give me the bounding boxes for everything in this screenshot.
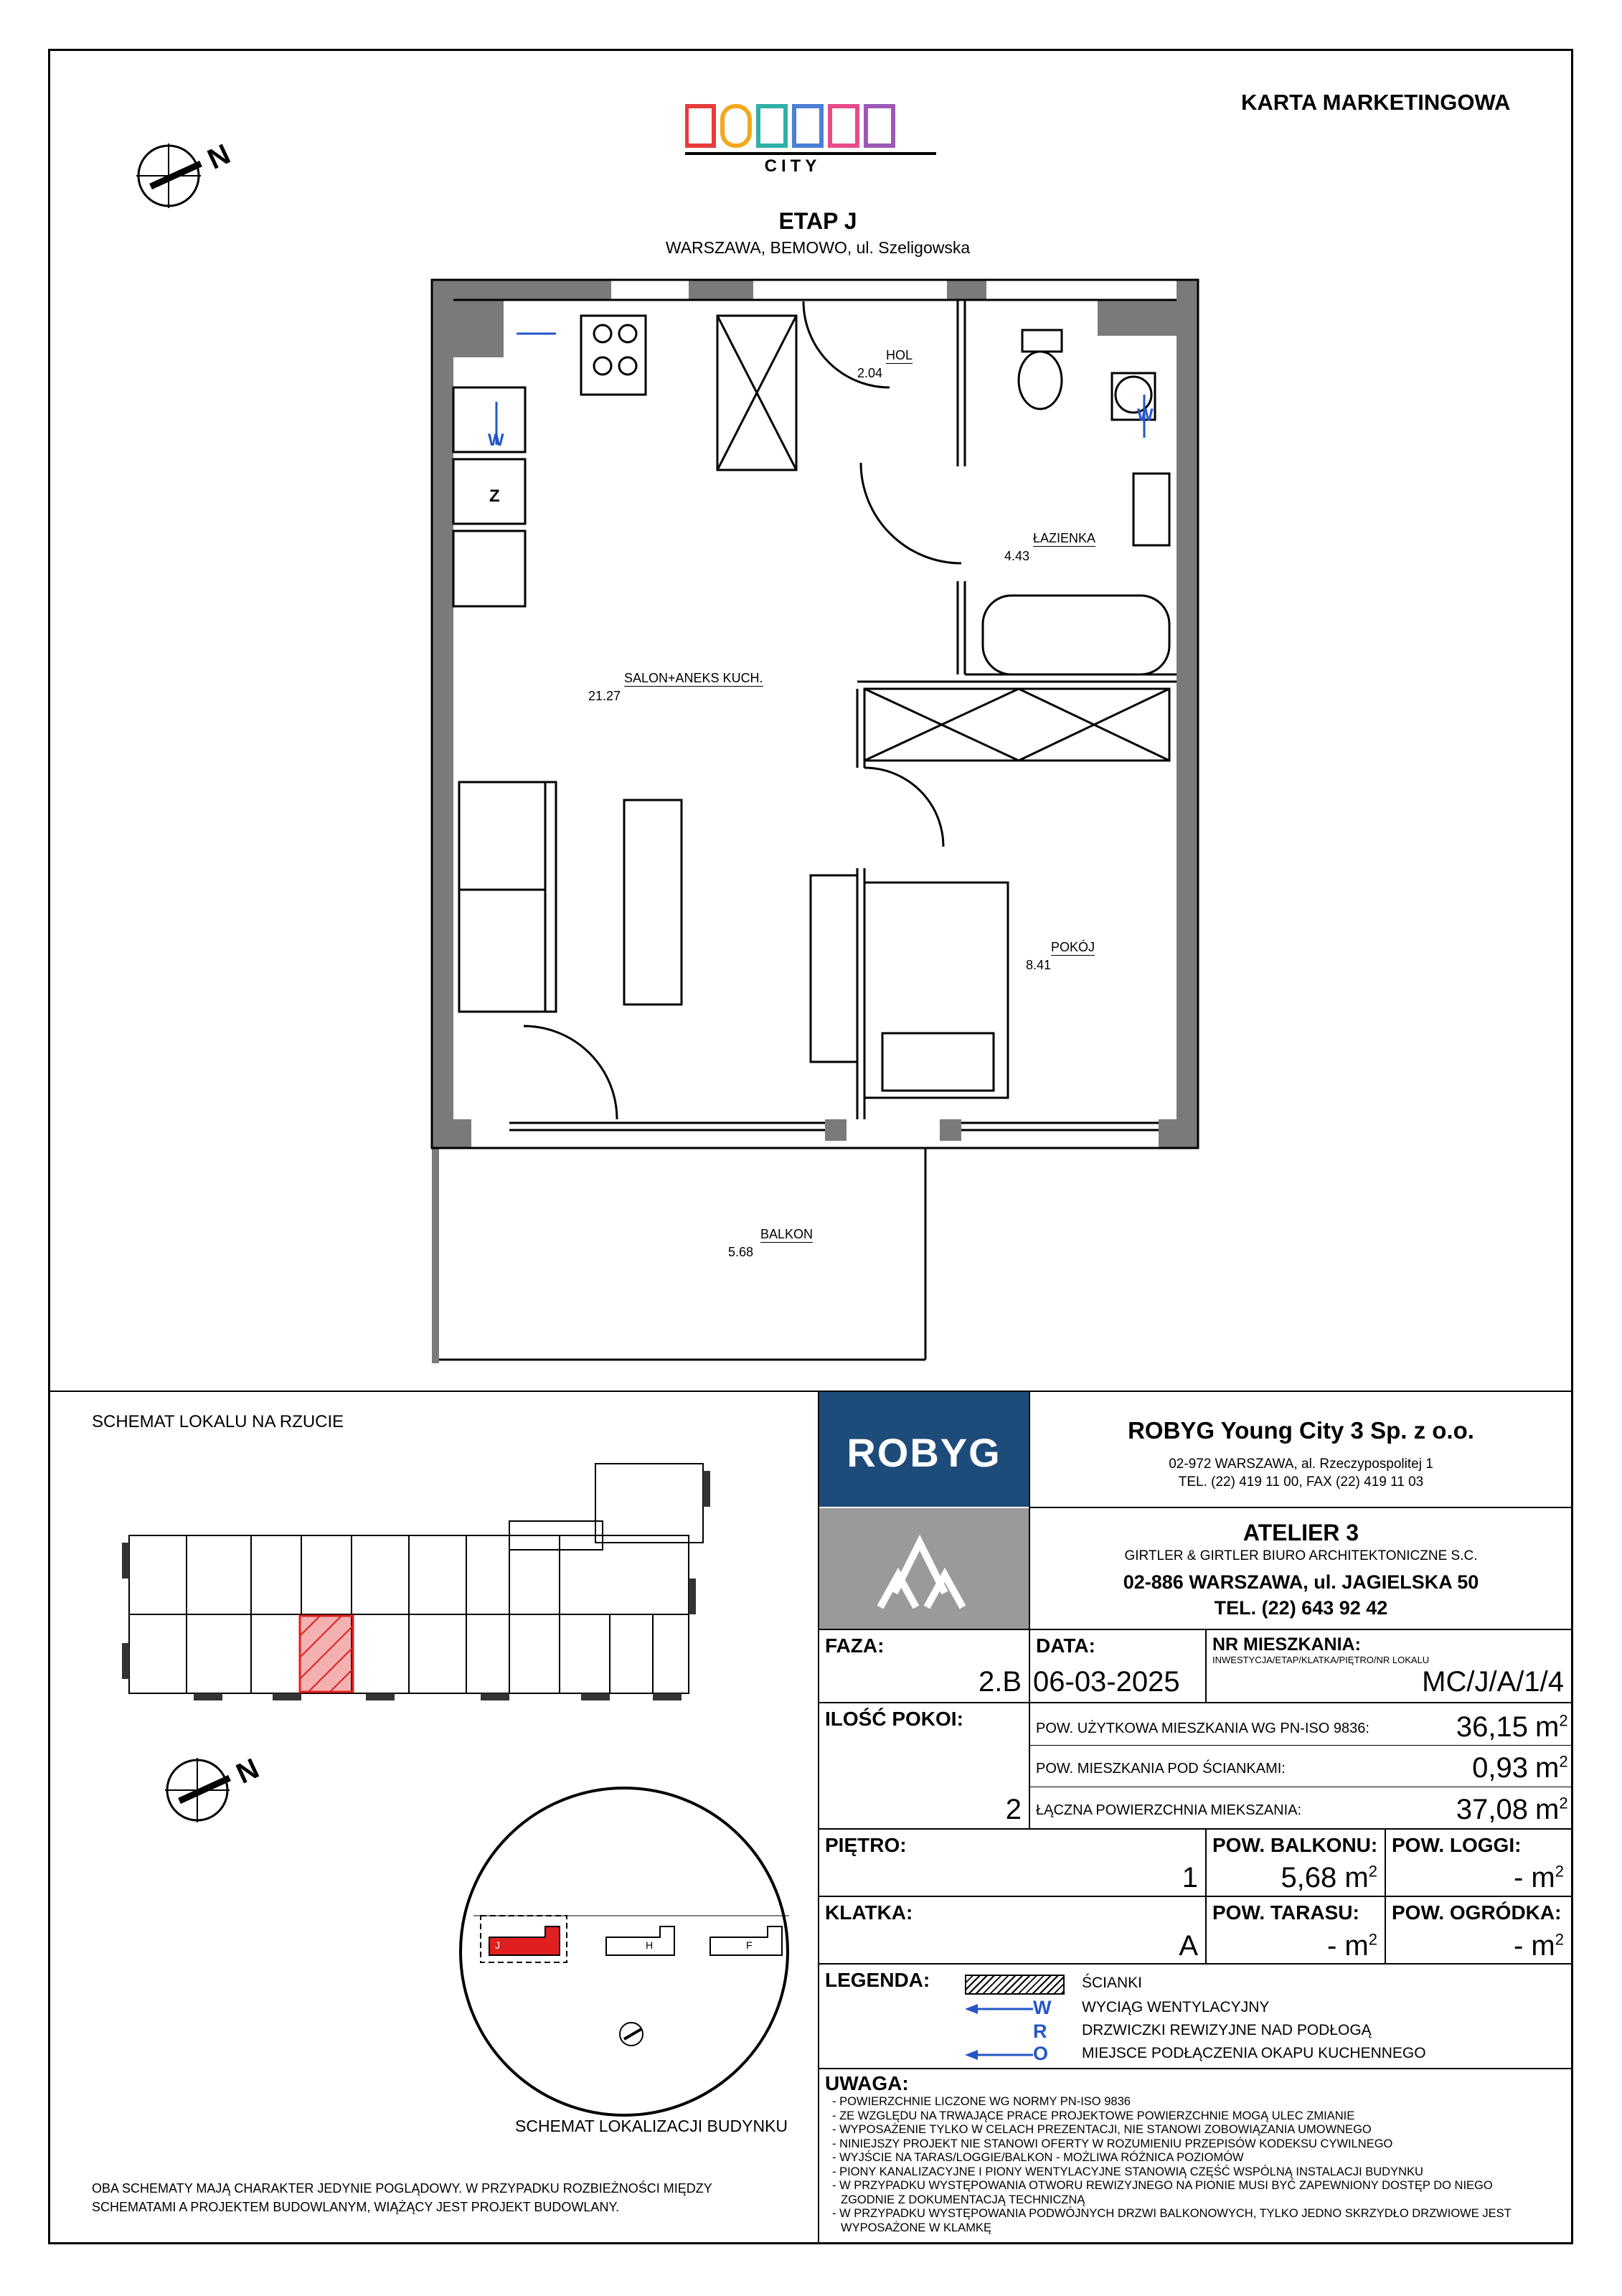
legend-w-mark: W (1033, 1997, 1052, 2018)
architect-firm: GIRTLER & GIRTLER BIURO ARCHITEKTONICZNE S.C. (1124, 1548, 1478, 1563)
legend-r-mark: R (1033, 2020, 1047, 2042)
note-item: - POWIERZCHNIE LICZONE WG NORMY PN-ISO 9836 (832, 2095, 1131, 2108)
legend-walls-text: ŚCIANKI (1082, 1975, 1143, 1991)
note-item: - W PRZYPADKU WYSTĘPOWANIA PODWÓJNYCH DRZWI BALKONOWYCH, TYLKO JEDNO SKRZYDŁO DRZWIOWE JEST (832, 2207, 1512, 2220)
area-usable-value (1399, 1711, 1528, 1744)
area-total-unit: $m^2$ (1535, 1794, 1568, 1825)
faza-label: FAZA: (825, 1634, 885, 1657)
note-item: - PIONY KANALIZACYJNE I PIONY WENTYLACYJNE STANOWIĄ CZĘŚĆ WSPÓLNĄ INSTALACJI BUDYNKU (832, 2165, 1423, 2178)
floor-value: 1 (1182, 1862, 1198, 1893)
location-schema-drawing (459, 1779, 803, 2124)
area-total-number: 37,08 (1456, 1794, 1528, 1825)
floor-schema-drawing (108, 1449, 753, 1715)
legend-hatch-icon (965, 1975, 1065, 1995)
svg-text:N: N (202, 138, 235, 176)
room-area-salon: 21.27 (588, 689, 621, 703)
logo-wordmark (685, 108, 900, 149)
document-title: KARTA MARKETINGOWA (1241, 90, 1511, 115)
room-area-hol: 2.04 (857, 366, 883, 380)
grid-inner-area-1 (1029, 1745, 1573, 1746)
building-label-f: F (746, 1939, 753, 1951)
area-total-label: ŁĄCZNA POWIERZCHNIA MIEKSZANIA: (1036, 1802, 1302, 1818)
modern-city-logo (685, 100, 943, 179)
floor-label: PIĘTRO: (825, 1834, 907, 1856)
room-area-lazienka: 4.43 (1004, 549, 1030, 563)
building-label-j: J (495, 1939, 500, 1951)
note-item: WYPOSAŻONE W KLAMKĘ (841, 2221, 991, 2234)
garden-label: POW. OGRÓDKA: (1392, 1901, 1562, 1924)
area-under-walls-value (1399, 1752, 1528, 1784)
area-under-walls-number: 0,93 (1472, 1752, 1528, 1784)
data-label: DATA: (1036, 1634, 1095, 1657)
divider-logos (819, 1507, 1029, 1508)
faza-value: 2.B (978, 1666, 1022, 1698)
robyg-logo (819, 1392, 1029, 1507)
disclaimer-line-2: SCHEMATAMI A PROJEKTEM BUDOWLANYM, WIĄŻĄCY JEST PROJEKT BUDOWLANY. (92, 2200, 620, 2214)
nr-sublabel: INWESTYCJA/ETAP/KLATKA/PIĘTRO/NR LOKALU (1212, 1655, 1430, 1665)
room-name-pokoj: POKÓJ (1051, 940, 1095, 954)
architect-address: 02-886 WARSZAWA, ul. JAGIELSKA 50 (1123, 1571, 1479, 1593)
grid-row-3 (818, 1828, 1573, 1830)
grid-row-2 (818, 1702, 1573, 1703)
klatka-label: KLATKA: (825, 1901, 913, 1924)
project-address: WARSZAWA, BEMOWO, ul. Szeligowska (665, 238, 971, 257)
grid-row-6 (818, 2068, 1573, 2069)
unit-text: m (1344, 1862, 1369, 1893)
note-item: - WYPOSAŻENIE TYLKO W CELACH PREZENTACJI, NIE STANOWI ZOBOWIĄZANIA UMOWNEGO (832, 2123, 1372, 2136)
loggia-label: POW. LOGGI: (1392, 1834, 1522, 1856)
location-schema-title: SCHEMAT LOKALIZACJI BUDYNKU (515, 2117, 788, 2135)
nr-label: NR MIESZKANIA: (1212, 1634, 1361, 1655)
company-name: ROBYG Young City 3 Sp. z o.o. (1128, 1417, 1474, 1444)
legend-arrow-icon-o (965, 2048, 1037, 2062)
note-item: - NINIEJSZY PROJEKT NIE STANOWI OFERTY W ROZUMIENIU PRZEPISÓW KODEKSU CYWILNEGO (832, 2137, 1393, 2150)
legend-o-text: MIEJSCE PODŁĄCZENIA OKAPU KUCHENNEGO (1082, 2045, 1426, 2061)
vent-mark-kitchen: W (488, 430, 504, 450)
garden-number: - (1513, 1930, 1524, 1962)
company-phone: TEL. (22) 419 11 00, FAX (22) 419 11 03 (1178, 1474, 1424, 1490)
loggia-number: - (1513, 1862, 1524, 1893)
area-usable-label: POW. UŻYTKOWA MIESZKANIA WG PN-ISO 9836: (1036, 1721, 1369, 1736)
disclaimer-line-1: OBA SCHEMATY MAJĄ CHARAKTER JEDYNIE POGLĄDOWY. W PRZYPADKU ROZBIEŻNOŚCI MIĘDZY (92, 2181, 712, 2196)
klatka-value: A (1179, 1930, 1198, 1962)
vent-mark-bathroom: W (1137, 405, 1154, 425)
grid-col-data (1205, 1629, 1207, 1702)
grid-col-floor (1205, 1828, 1207, 1963)
legend-arrow-icon-w (965, 2002, 1037, 2016)
garden-value: - $m^2$ (1513, 1930, 1564, 1962)
building-label-h: H (646, 1939, 654, 1951)
svg-text:N: N (231, 1752, 264, 1790)
unit-text: m (1531, 1930, 1555, 1962)
terrace-label: POW. TARASU: (1212, 1901, 1359, 1924)
apartment-floor-plan (423, 273, 1212, 1378)
balcony-number: 5,68 (1281, 1862, 1337, 1893)
terrace-value: - $m^2$ (1326, 1930, 1377, 1962)
floor-schema-title: SCHEMAT LOKALU NA RZUCIE (92, 1412, 344, 1431)
unit-text: m (1535, 1794, 1560, 1825)
grid-row-5 (818, 1963, 1573, 1965)
room-area-pokoj: 8.41 (1026, 958, 1052, 972)
area-usable-number: 36,15 (1456, 1711, 1528, 1743)
rooms-label: ILOŚĆ POKOI: (825, 1708, 963, 1730)
notes-title: UWAGA: (825, 2072, 909, 2094)
note-item: ZGODNIE Z DOKUMENTACJĄ TECHNICZNĄ (841, 2193, 1085, 2206)
room-name-lazienka: ŁAZIENKA (1033, 531, 1096, 545)
logo-subtitle: CITY (764, 156, 821, 176)
grid-row-1 (818, 1629, 1573, 1630)
notes-list (832, 2095, 1512, 2235)
divider-lower (48, 1391, 1573, 1392)
architect-phone: TEL. (22) 643 92 42 (1214, 1597, 1388, 1619)
balcony-value: 5,68 $m^2$ (1281, 1862, 1377, 1893)
atelier-logo (819, 1507, 1029, 1629)
legend-r-text: DRZWICZKI REWIZYJNE NAD PODŁOGĄ (1082, 2022, 1372, 2038)
rooms-value: 2 (1005, 1794, 1022, 1825)
balcony-label: POW. BALKONU: (1212, 1834, 1378, 1856)
compass-icon (129, 136, 251, 215)
note-item: - WYJŚCIE NA TARAS/LOGGIE/BALKON - MOŻLIWA RÓŻNICA POZIOMÓW (832, 2151, 1244, 2164)
room-name-hol: HOL (886, 348, 913, 362)
grid-col-faza (1029, 1629, 1030, 1702)
legend-w-text: WYCIĄG WENTYLACYJNY (1082, 1999, 1270, 2015)
note-item: - ZE WZGLĘDU NA TRWAJĄCE PRACE PROJEKTOWE POWIERZCHNIE MOGĄ ULEC ZMIANIE (832, 2109, 1355, 2122)
note-item: - W PRZYPADKU WYSTĘPOWANIA OTWORU REWIZYJNEGO NA PIONIE MUSI BYĆ ZAPEWNIONY DOSTĘP DO NIEGO (832, 2179, 1493, 2192)
unit-text: m (1344, 1930, 1369, 1962)
loggia-value: - $m^2$ (1513, 1862, 1564, 1893)
legend-title: LEGENDA: (825, 1969, 930, 1991)
nr-value: MC/J/A/1/4 (1422, 1666, 1564, 1698)
fridge-mark: Z (489, 486, 500, 506)
data-value: 06-03-2025 (1033, 1666, 1180, 1698)
terrace-number: - (1326, 1930, 1337, 1962)
area-under-walls-unit: $m^2$ (1535, 1752, 1568, 1784)
unit-text: m (1535, 1711, 1560, 1743)
room-name-salon: SALON+ANEKS KUCH. (624, 671, 763, 685)
area-under-walls-label: POW. MIESZKANIA POD ŚCIANKAMI: (1036, 1761, 1286, 1777)
unit-text: m (1535, 1752, 1560, 1784)
divider-company (1029, 1507, 1573, 1508)
stage-title: ETAP J (778, 208, 857, 234)
grid-row-4 (818, 1896, 1573, 1897)
architect-name: ATELIER 3 (1243, 1520, 1359, 1545)
room-area-balkon: 5.68 (728, 1245, 754, 1259)
area-total-value (1399, 1794, 1528, 1826)
area-usable-unit: $m^2$ (1535, 1711, 1568, 1743)
robyg-wordmark: ROBYG (847, 1430, 1001, 1475)
company-address: 02-972 WARSZAWA, al. Rzeczypospolitej 1 (1169, 1457, 1433, 1472)
legend-o-mark: O (1033, 2043, 1049, 2064)
grid-col-loggia (1385, 1828, 1386, 1963)
compass-small-icon (158, 1751, 273, 1830)
unit-text: m (1531, 1862, 1555, 1893)
room-name-balkon: BALKON (760, 1227, 814, 1241)
